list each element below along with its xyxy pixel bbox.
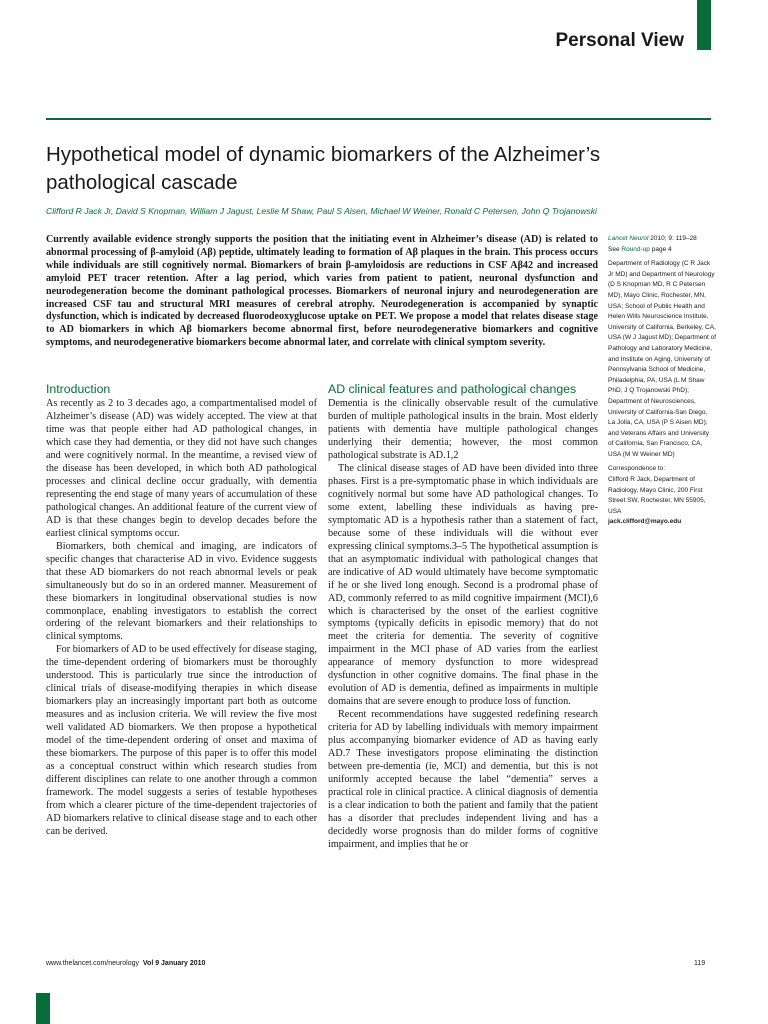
column-middle [328, 381, 598, 852]
clinical-paragraph-1: Dementia is the clinically observable result of the cumulative burden of multiple pathological insults in the brain. Most elderly patients with dementia have multiple pathological changes underlying their dementia; however, the most common pathological substrate is AD.1,2 [328, 398, 598, 461]
page-number: 119 [694, 960, 706, 967]
correspondence-label: Correspondence to: [608, 465, 666, 473]
abstract: Currently available evidence strongly supports the position that the initiating event in Alzheimer’s disease (AD) is related to abnormal processing of β-amyloid (Aβ) peptide, ultimately leading to formation of Aβ plaques in the brain. This process occurs while individuals are still cognitively normal. Biomarkers of brain β-amyloidosis are reductions in CSF Aβ42 and increased amyloid PET tracer retention. After a lag period, which varies from patient to patient, neuronal dysfunction and neurodegeneration become the dominant pathological processes. Biomarkers of neuronal injury and neurodegeneration are increased CSF tau and structural MRI measures of cerebral atrophy. Neurodegeneration is accompanied by synaptic dysfunction, which is indicated by decreased fluorodeoxyglucose uptake on PET. We propose a model that relates disease stage to AD biomarkers in which Aβ biomarkers become abnormal first, before neurodegenerative biomarkers and cognitive symptoms, and neurodegenerative biomarkers become abnormal later, and correlate with clinical symptom severity. [46, 234, 598, 349]
clinical-paragraph-3: Recent recommendations have suggested redefining research criteria for AD by labelling individuals with memory impairment plus accompanying biomarker evidence of AD as having early AD.7 These investigators propose eliminating the distinction between pre-dementia (ie, MCI) and dementia, but this is not uniformly accepted because the label “dementia” serves a practical role in clinical practice. A clinical diagnosis of dementia is a clear indication to both the patient and family that the patient has a disorder that precludes independent living and has a decidedly worse prognosis than do milder forms of cognitive impairment, and implies that he or [328, 709, 598, 850]
see-also-suffix: page 4 [649, 245, 672, 253]
section-heading-introduction: Introduction [46, 382, 111, 396]
correspondence-email[interactable]: jack.clifford@mayo.edu [608, 518, 682, 526]
correspondence-address: Clifford R Jack, Department of Radiology, Mayo Clinic, 200 First Street SW, Rochester, MN 55905, USA [608, 476, 706, 515]
clinical-paragraph-2: The clinical disease stages of AD have been divided into three phases. First is a pre-symptomatic phase in which individuals are cognitively normal but some have AD pathological changes. To some extent, labelling these individuals as having pre-symptomatic AD is a hypothesis rather than a statement of fact, because some of these individuals will die without ever expressing clinical symptoms.3–5 The hypothetical assumption is that an asymptomatic individual with pathological changes that are indicative of AD would ultimately have become symptomatic if he or she lived long enough. Second is a prodromal phase of AD, commonly referred to as mild cognitive impairment (MCI),6 which is characterised by the onset of the earliest cognitive symptoms (typically deficits in episodic memory) that do not meet the criteria for dementia. The severity of cognitive impairment in the MCI phase of AD varies from the earliest appearance of memory dysfunction to more widespread dysfunction in other cognitive domains. The final phase in the evolution of AD is dementia, defined as impairments in multiple domains that are severe enough to produce loss of function. [328, 462, 598, 708]
author-list: Clifford R Jack Jr, David S Knopman, William J Jagust, Leslie M Shaw, Paul S Aisen, Michael W Weiner, Ronald C Petersen, John Q Trojanowski [46, 206, 597, 216]
citation [608, 234, 716, 245]
affiliations: Department of Radiology (C R Jack Jr MD) and Department of Neurology (D S Knopman MD, R C Petersen MD), Mayo Clinic, Rochester, MN, USA; School of Public Health and Helen Wills Neuroscience Institute, University of California, Berkeley, CA, USA (W J Jagust MD); Department of Pathology and Laboratory Medicine, and Institute on Aging, University of Pennsylvania School of Medicine, Philadelphia, PA, USA (L M Shaw PhD, J Q Trojanowski PhD); Department of Neurosciences, University of California-San Diego, La Jolla, CA, USA (P S Aisen MD); and Veterans Affairs and University of California, San Francisco, CA, USA (M W Weiner MD) [608, 260, 717, 458]
round-up-link[interactable]: Round-up [621, 245, 650, 253]
footer-url[interactable]: www.thelancet.com/neurology [46, 960, 139, 967]
article-title: Hypothetical model of dynamic biomarkers of the Alzheimer’s pathological cascade [46, 143, 601, 194]
top-color-tab [697, 0, 711, 50]
bottom-color-tab [36, 993, 50, 1024]
see-also [608, 245, 716, 256]
footer-issue: Vol 9 January 2010 [142, 960, 206, 967]
citation-detail: 2010; 9: 119–28 [648, 235, 697, 242]
section-label: Personal View [555, 30, 684, 51]
see-also-prefix: See [608, 245, 622, 253]
header-rule [46, 118, 711, 120]
section-heading-clinical: AD clinical features and pathological changes [328, 382, 577, 396]
intro-paragraph-1: As recently as 2 to 3 decades ago, a compartmentalised model of Alzheimer’s disease (AD) was widely accepted. The view at that time was that people either had AD pathological changes, in which case they had dementia, or they did not have such changes and were cognitively normal. In the meantime, a revised view of the disease has been developed, in which both AD pathological processes and clinical decline occur gradually, with dementia representing the end stage of many years of accumulation of these pathological changes. An additional feature of the current view of AD is that these changes begin to develop decades before the earliest clinical symptoms occur. [46, 398, 317, 539]
intro-paragraph-2: Biomarkers, both chemical and imaging, are indicators of specific changes that characterise AD in vivo. Evidence suggests that these AD biomarkers do not reach abnormal levels or peak simultaneously but do so in an ordered manner. Measurement of these biomarkers in longitudinal observational studies is now commonplace, enabling investigators to establish the correct ordering of the relevant biomarkers and their relationships to clinical symptoms. [46, 540, 317, 643]
sidebar [608, 234, 716, 528]
column-left [46, 381, 317, 839]
citation-journal: Lancet Neurol [608, 235, 649, 242]
footer-journal-info [46, 960, 205, 967]
intro-paragraph-3: For biomarkers of AD to be used effectively for disease staging, the time-dependent ordering of biomarkers must be thoroughly understood. This is particularly true since the introduction of clinical trials of disease-modifying therapies in which disease biomarkers play an increasingly important part both as outcome measures and as inclusion criteria. We will review the five most well validated AD biomarkers. We then propose a hypothetical model of the time-dependent ordering of onset and maxima of these biomarkers. The purpose of this paper is to offer this model as a conceptual construct within which research studies from different disciplines can relate to one another through a common framework. The model suggests a series of testable hypotheses from which a clearer picture of the time-dependent trajectories of AD biomarkers relative to clinical disease stage and to each other can be derived. [46, 644, 317, 837]
